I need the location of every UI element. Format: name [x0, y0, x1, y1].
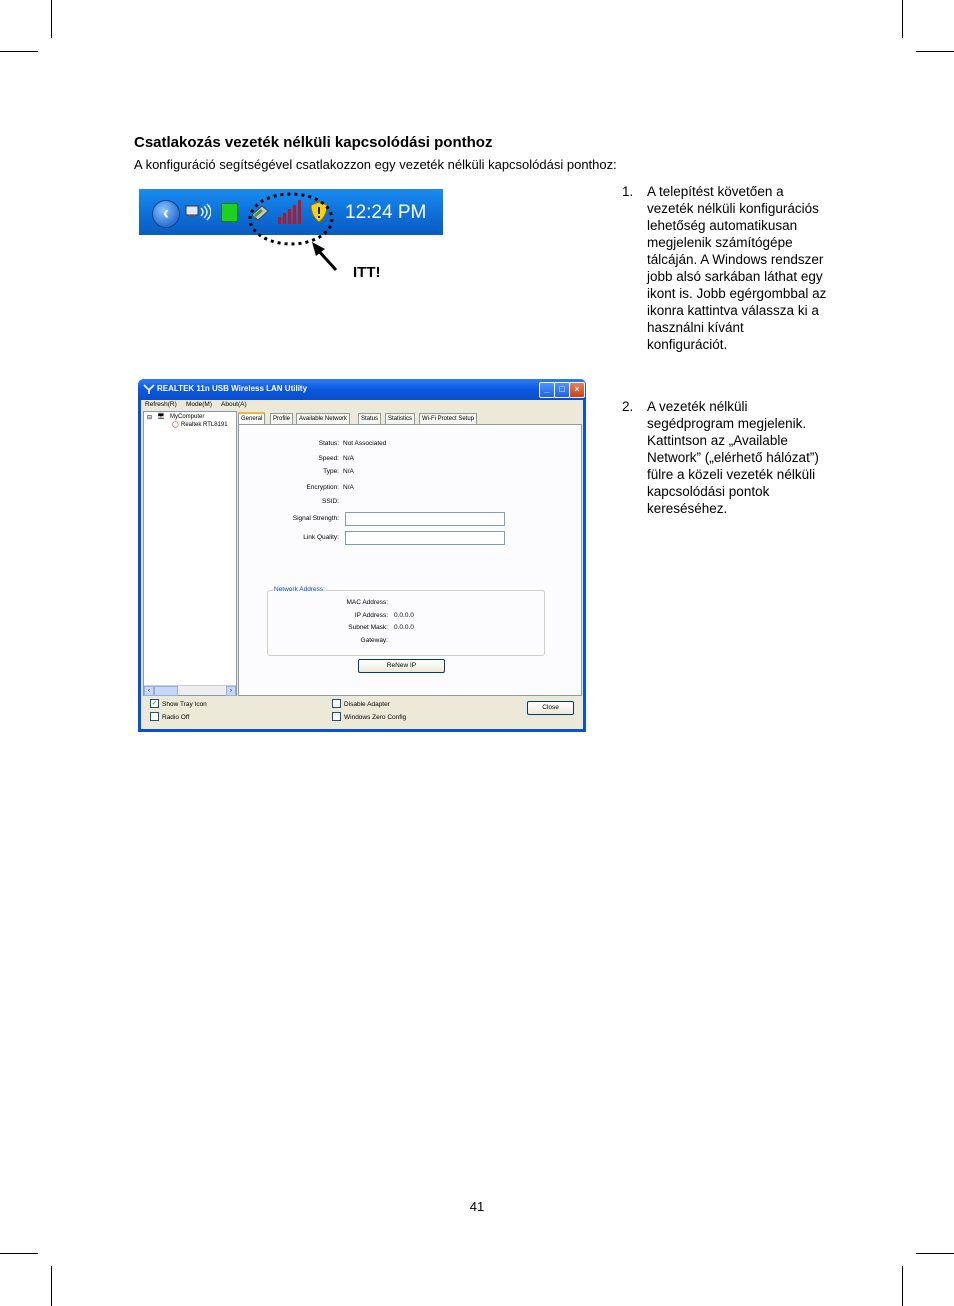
subnet-value: 0.0.0.0	[394, 624, 414, 631]
encryption-value: N/A	[343, 484, 354, 491]
tab-general[interactable]: General	[238, 412, 265, 426]
step-text: A telepítést követően a vezeték nélküli konfigurációs lehetőség automatikusan megjelenik számítógépe tálcáján. A Windows rendszer jobb alsó sarkában láthat egy ikont is. Jobb egérgombbal az ikonra kattintva válassza ki a használni kívánt konfigurációt.	[647, 184, 827, 352]
encryption-label: Encryption:	[306, 484, 339, 491]
ip-label: IP Address:	[354, 612, 388, 619]
crop-mark	[51, 1266, 52, 1306]
step-text: A vezeték nélküli segédprogram megjelenik. Kattintson az „Available Network” („elérhető hálózat”) fülre a közeli vezeték nélküli kapcsolódási pontok kereséséhez.	[647, 399, 819, 516]
window-title: REALTEK 11n USB Wireless LAN Utility	[157, 384, 308, 393]
network-address-title: Network Address:	[274, 586, 325, 593]
section-heading: Csatlakozás vezeték nélküli kapcsolódási ponthoz	[134, 134, 493, 151]
app-window	[138, 379, 586, 732]
menu-about[interactable]: About(A)	[221, 401, 247, 408]
callout-arrow	[317, 249, 336, 270]
subnet-label: Subnet Mask:	[348, 624, 388, 631]
device-tree[interactable]	[143, 411, 237, 696]
minimize-icon[interactable]: _	[539, 382, 555, 398]
type-value: N/A	[343, 468, 354, 475]
ip-value: 0.0.0.0	[394, 612, 414, 619]
maximize-icon[interactable]: □	[554, 382, 570, 398]
speed-value: N/A	[343, 455, 354, 462]
crop-mark	[902, 1266, 903, 1306]
link-quality-label: Link Quality:	[303, 534, 339, 541]
close-icon[interactable]: ×	[569, 382, 585, 398]
signal-bars-icon[interactable]	[277, 199, 303, 225]
crop-mark	[916, 51, 954, 52]
adapter-icon: ◯	[172, 422, 179, 428]
tree-expander-icon[interactable]: ⊟	[147, 415, 153, 421]
status-label: Status:	[318, 440, 339, 447]
checkbox-box	[332, 699, 341, 708]
status-value: Not Associated	[343, 440, 387, 447]
wireless-card-icon[interactable]	[251, 203, 269, 221]
zero-config-checkbox[interactable]	[332, 713, 406, 722]
intro-text: A konfiguráció segítségével csatlakozzon egy vezeték nélküli kapcsolódási ponthoz:	[134, 157, 617, 172]
back-arrow-icon[interactable]: ‹	[152, 200, 180, 228]
crop-mark	[902, 0, 903, 38]
network-icon[interactable]	[185, 202, 211, 222]
tab-statistics[interactable]: Statistics	[385, 413, 415, 424]
show-tray-label: Show Tray Icon	[162, 701, 207, 709]
tab-status[interactable]: Status	[358, 413, 381, 424]
window-client	[141, 400, 583, 729]
menu-mode[interactable]: Mode(M)	[186, 401, 213, 408]
step-number: 1.	[622, 184, 634, 199]
tree-adapter[interactable]: Realtek RTL8191	[181, 422, 228, 428]
mac-label: MAC Address:	[346, 599, 388, 606]
crop-mark	[916, 1253, 954, 1254]
renew-ip-button[interactable]: ReNew IP	[358, 659, 445, 673]
taskbar-screenshot	[139, 189, 443, 235]
close-button[interactable]: Close	[527, 701, 574, 715]
menu-refresh[interactable]: Refresh(R)	[145, 401, 177, 408]
clock-time[interactable]: 12:24 PM	[345, 202, 427, 223]
disable-adapter-label: Disable Adapter	[344, 701, 390, 709]
page-number: 41	[469, 1199, 485, 1214]
tab-wifi-protect-setup[interactable]: Wi-Fi Protect Setup	[419, 413, 477, 424]
arrow-head-icon	[312, 242, 325, 256]
network-address-group	[267, 586, 545, 656]
gateway-label: Gateway:	[360, 637, 388, 644]
link-quality-bar	[345, 531, 505, 545]
tab-profile[interactable]: Profile	[270, 413, 293, 424]
speed-label: Speed:	[318, 455, 339, 462]
crop-mark	[51, 0, 52, 38]
computer-icon: 🖥	[157, 414, 165, 420]
checkbox-box	[150, 712, 159, 721]
menu-bar	[141, 400, 583, 410]
scroll-right-icon[interactable]: ›	[226, 686, 236, 696]
checkmark-icon: ✓	[151, 700, 158, 707]
radio-off-label: Radio Off	[162, 714, 190, 722]
scroll-thumb[interactable]	[154, 686, 178, 696]
ssid-label: SSID:	[322, 498, 339, 505]
green-square-icon[interactable]	[221, 203, 238, 222]
tab-available-network[interactable]: Available Network	[296, 413, 350, 424]
crop-mark	[0, 51, 38, 52]
type-label: Type:	[323, 468, 339, 475]
tree-root[interactable]: MyComputer	[170, 414, 205, 420]
general-panel	[238, 424, 582, 696]
show-tray-checkbox[interactable]	[150, 700, 207, 709]
checkbox-box	[332, 712, 341, 721]
radio-off-checkbox[interactable]	[150, 713, 189, 722]
app-logo-icon	[143, 383, 155, 395]
signal-strength-label: Signal Strength:	[292, 515, 339, 522]
tree-scrollbar[interactable]	[144, 685, 236, 695]
scroll-left-icon[interactable]: ‹	[144, 686, 154, 696]
security-shield-icon[interactable]	[309, 201, 329, 223]
step-number: 2.	[622, 399, 634, 414]
disable-adapter-checkbox[interactable]	[332, 700, 390, 709]
crop-mark	[0, 1253, 38, 1254]
callout-label: ITT!	[353, 264, 381, 281]
zero-config-label: Windows Zero Config	[344, 714, 407, 722]
signal-strength-bar	[345, 512, 505, 526]
title-bar[interactable]	[138, 379, 586, 400]
